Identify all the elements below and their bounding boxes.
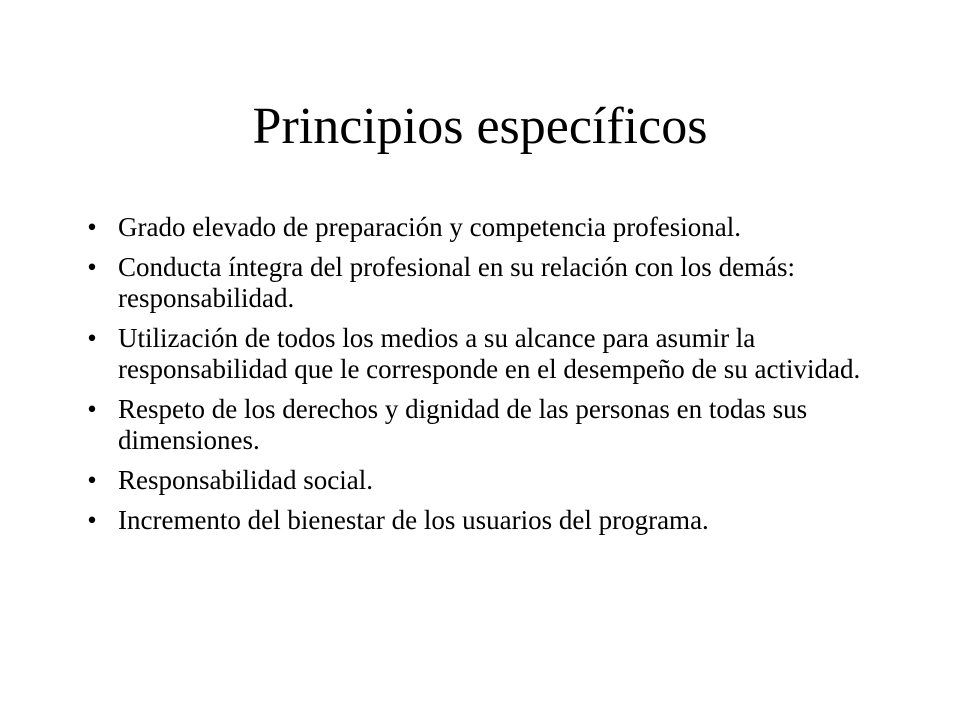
bullet-item-5 (80, 465, 900, 496)
bullet-item-6 (80, 505, 900, 536)
bullet-text: Respeto de los derechos y dignidad de las personas en todas sus dimensiones. (118, 394, 808, 455)
bullet-icon: • (87, 212, 97, 242)
bullet-text: Incremento del bienestar de los usuarios del programa. (118, 505, 709, 535)
bullet-item-3 (80, 323, 900, 385)
bullet-icon: • (87, 323, 97, 353)
bullet-item-4 (80, 394, 900, 456)
bullet-icon: • (87, 505, 97, 535)
bullet-text: Responsabilidad social. (118, 465, 373, 495)
slide-title: Principios específicos (252, 98, 708, 155)
bullet-text: Grado elevado de preparación y competencia profesional. (118, 212, 741, 242)
bullet-item-1 (80, 212, 900, 243)
bullet-list (80, 212, 900, 545)
bullet-text: Utilización de todos los medios a su alcance para asumir la responsabilidad que le corresponde en el desempeño de su actividad. (118, 323, 861, 384)
bullet-icon: • (87, 252, 97, 282)
bullet-text: Conducta íntegra del profesional en su relación con los demás: responsabilidad. (118, 252, 796, 313)
bullet-item-2 (80, 252, 900, 314)
bullet-icon: • (87, 465, 97, 495)
bullet-icon: • (87, 394, 97, 424)
